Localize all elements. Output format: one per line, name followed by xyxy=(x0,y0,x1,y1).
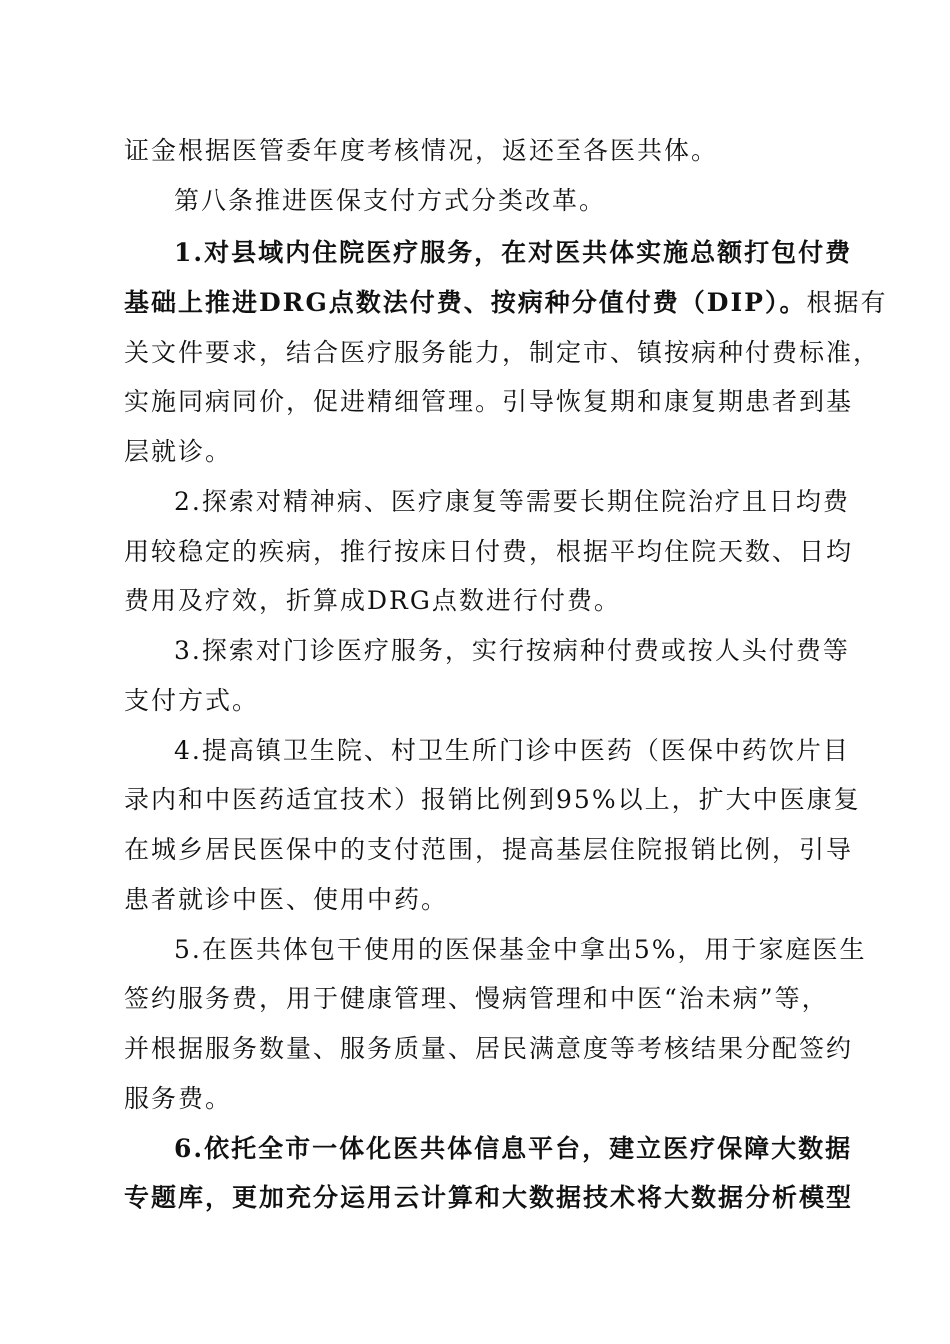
text-line: 在城乡居民医保中的支付范围，提高基层住院报销比例，引导 xyxy=(124,835,854,864)
text-line: 专题库，更加充分运用云计算和大数据技术将大数据分析模型 xyxy=(124,1183,854,1212)
text-line: 5.在医共体包干使用的医保基金中拿出5%，用于家庭医生 xyxy=(174,935,867,964)
text-line: 4.提高镇卫生院、村卫生所门诊中医药（医保中药饮片目 xyxy=(174,736,850,765)
text-line: 6.依托全市一体化医共体信息平台，建立医疗保障大数据 xyxy=(174,1134,853,1163)
text-line: 关文件要求，结合医疗服务能力，制定市、镇按病种付费标准， xyxy=(124,338,881,367)
text-line: 支付方式。 xyxy=(124,686,260,715)
text-line: 用较稳定的疾病，推行按床日付费，根据平均住院天数、日均 xyxy=(124,537,854,566)
text-line: 患者就诊中医、使用中药。 xyxy=(124,885,449,914)
text-line: 费用及疗效，折算成DRG点数进行付费。 xyxy=(124,586,621,615)
bold-segment: 基础上推进DRG点数法付费、按病种分值付费（DIP）。 xyxy=(124,288,807,317)
text-line: 1.对县域内住院医疗服务，在对医共体实施总额打包付费 xyxy=(174,238,853,267)
text-line: 签约服务费，用于健康管理、慢病管理和中医“治未病”等， xyxy=(124,984,829,1013)
text-line: 服务费。 xyxy=(124,1084,233,1113)
text-line: 证金根据医管委年度考核情况，返还至各医共体。 xyxy=(124,136,719,165)
text-line: 并根据服务数量、服务质量、居民满意度等考核结果分配签约 xyxy=(124,1034,854,1063)
text-line: 实施同病同价，促进精细管理。引导恢复期和康复期患者到基 xyxy=(124,387,854,416)
text-line: 录内和中医药适宜技术）报销比例到95%以上，扩大中医康复 xyxy=(124,785,861,814)
text-line: 3.探索对门诊医疗服务，实行按病种付费或按人头付费等 xyxy=(174,636,850,665)
text-line: 2.探索对精神病、医疗康复等需要长期住院治疗且日均费 xyxy=(174,487,850,516)
normal-segment: 根据有 xyxy=(806,288,888,317)
text-line xyxy=(124,286,888,320)
text-line: 层就诊。 xyxy=(124,437,233,466)
article-heading: 第八条推进医保支付方式分类改革。 xyxy=(174,186,607,215)
